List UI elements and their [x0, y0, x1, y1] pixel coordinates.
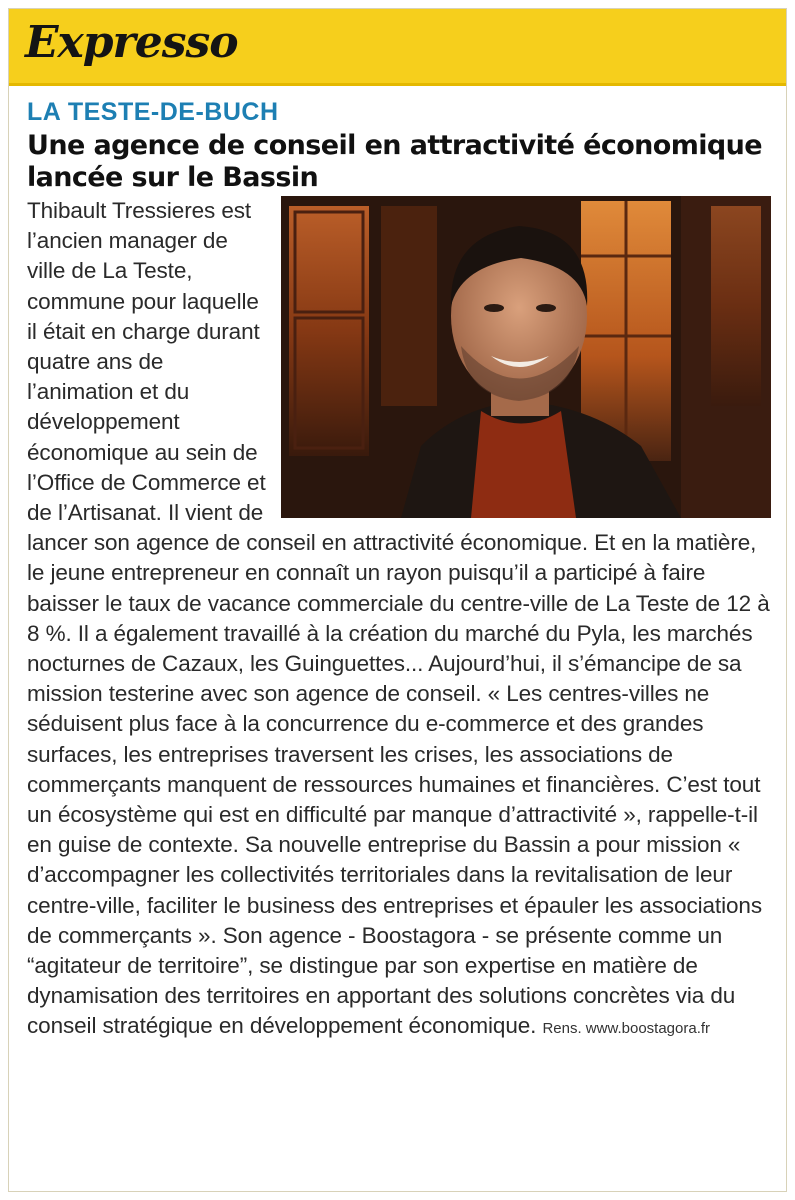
- section-banner: [9, 9, 786, 86]
- section-title: Expresso: [25, 17, 238, 68]
- article-headline: Une agence de conseil en attractivité économique lancée sur le Bassin: [27, 130, 762, 193]
- article-reference: Rens. www.boostagora.fr: [542, 1020, 711, 1038]
- portrait-photo: [281, 196, 771, 518]
- article-kicker: LA TESTE-DE-BUCH: [27, 98, 279, 126]
- article: [23, 97, 775, 1045]
- portrait-illustration: [281, 196, 771, 518]
- article-body-text: Thibault Tressieres est l’ancien manager de ville de La Teste, commune pour laquelle il était en charge durant quatre ans de l’animation et du développement économique au sein de l’Office de Commerce et de l’Artisanat. Il vient de lancer son agence de conseil en attractivité économique. Et en la matière, le jeune entrepreneur en connaît un rayon puisqu’il a participé à faire baisser le taux de vacance commerciale du centre-ville de La Teste de 12 à 8 %. Il a également travaillé à la création du marché du Pyla, les marchés nocturnes de Cazaux, les Guinguettes... Aujourd’hui, il s’émancipe de sa mission testerine avec son agence de conseil. « Les centres-villes ne séduisent plus face à la concurrence du e-commerce et des grandes surfaces, les entreprises traversent les crises, les associations de commerçants manquent de ressources humaines et financières. C’est tout un écosystème qui est en difficulté par manque d’attractivité », rappelle-t-il en guise de contexte. Sa nouvelle entreprise du Bassin a pour mission « d’accompagner les collectivités territoriales dans la revitalisation de leur centre-ville, faciliter le business des entreprises et épauler les associations de commerçants ». Son agence - Boostagora - se présente comme un “agitateur de territoire”, se distingue par son expertise en matière de dynamisation des territoires en apportant des solutions concrètes via du conseil stratégique en développement économique.: [27, 198, 770, 1039]
- article-frame: [8, 8, 787, 1192]
